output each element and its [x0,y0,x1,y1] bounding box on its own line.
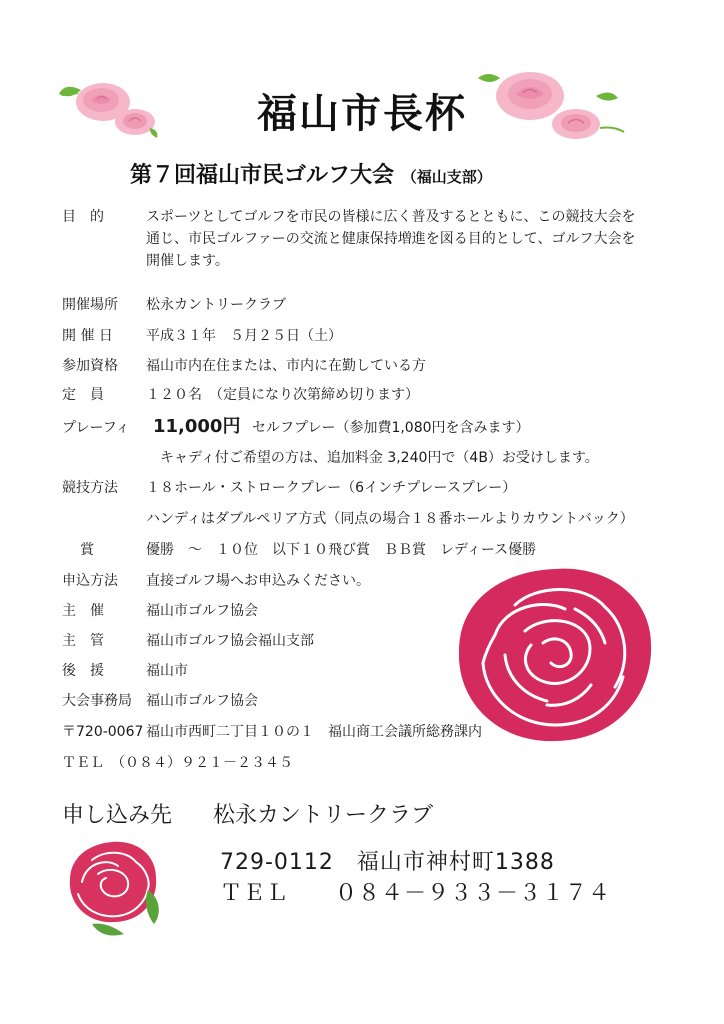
prizes-row [0,539,724,565]
capacity-row [0,384,724,410]
support-value: 福山市 [146,663,188,679]
venue-value: 松永カントリークラブ [146,297,286,313]
format-row [0,477,724,503]
event-branch-note: （福山支部） [401,168,492,186]
handicap-row [0,508,724,534]
rose-illustration-bottom-icon [64,838,169,938]
eligibility-value: 福山市内在住または、市内に在勤している方 [146,358,426,374]
venue-label: 開催場所 [62,297,118,313]
rose-illustration-large-icon [455,565,655,745]
venue-row [0,294,724,320]
office-postcode: 〒720-0067 [62,724,144,740]
event-subtitle [130,158,492,189]
fee-detail: セルフプレー（参加費1,080円を含みます） [252,420,530,436]
purpose-label: 目 的 [62,209,104,225]
fee-amount: 11,000円 [153,416,241,437]
purpose-text [146,206,666,272]
capacity-value: １２０名 （定員になり次第締め切ります） [146,387,419,403]
host-value: 福山市ゴルフ協会 [146,603,258,619]
caddie-row [0,447,724,473]
format-value: １８ホール・ストロークプレー（6インチプレースプレー） [146,480,517,496]
office-tel: ＴＥＬ （０８４）９２１－２３４５ [62,755,293,771]
page-title: 福山市長杯 [257,91,467,137]
contact-address: 729-0112 福山市神村町1388 [220,850,555,875]
manager-value: 福山市ゴルフ協会福山支部 [146,633,314,649]
prizes-value: 優勝 ～ １０位 以下１０飛び賞 ＢＢ賞 レディース優勝 [146,542,537,558]
office-tel-row [0,752,724,778]
apply-method-label: 申込方法 [62,573,118,589]
handicap-value: ハンディはダブルペリア方式（同点の場合１８番ホールよりカウントバック） [146,511,634,527]
manager-label: 主 管 [62,633,104,649]
contact-header [62,798,433,829]
contact-name: 松永カントリークラブ [213,803,434,828]
purpose-line: スポーツとしてゴルフを市民の皆様に広く普及するとともに、この競技大会を [146,209,636,225]
format-label: 競技方法 [62,480,118,496]
office-value: 福山市ゴルフ協会 [146,693,258,709]
event-name: 第７回福山市民ゴルフ大会 [130,163,395,188]
date-label: 開 催 日 [62,328,113,344]
fee-row [0,417,724,443]
support-label: 後 援 [62,663,104,679]
capacity-label: 定 員 [62,387,104,403]
eligibility-label: 参加資格 [62,358,118,374]
contact-tel: ＴＥＬ ０８４－９３３－３１７４ [220,881,612,906]
purpose-line: 通じ、市民ゴルファーの交流と健康保持増進を図る目的として、ゴルフ大会を [146,231,636,247]
fee-label: プレーフィ [62,420,130,436]
office-label: 大会事務局 [62,693,132,709]
prizes-label: 賞 [80,542,94,558]
office-address: 福山市西町二丁目１０の１ 福山商工会議所総務課内 [146,724,482,740]
eligibility-row [0,355,724,381]
host-label: 主 催 [62,603,104,619]
date-value: 平成３１年 ５月２５日（土） [146,328,342,344]
caddie-note: キャディ付ご希望の方は、追加料金 3,240円で（4B）お受けします。 [160,450,599,466]
contact-label: 申し込み先 [62,803,173,828]
apply-method-value: 直接ゴルフ場へお申込みください。 [146,573,370,589]
date-row [0,325,724,351]
purpose-line: 開催します。 [146,253,229,269]
